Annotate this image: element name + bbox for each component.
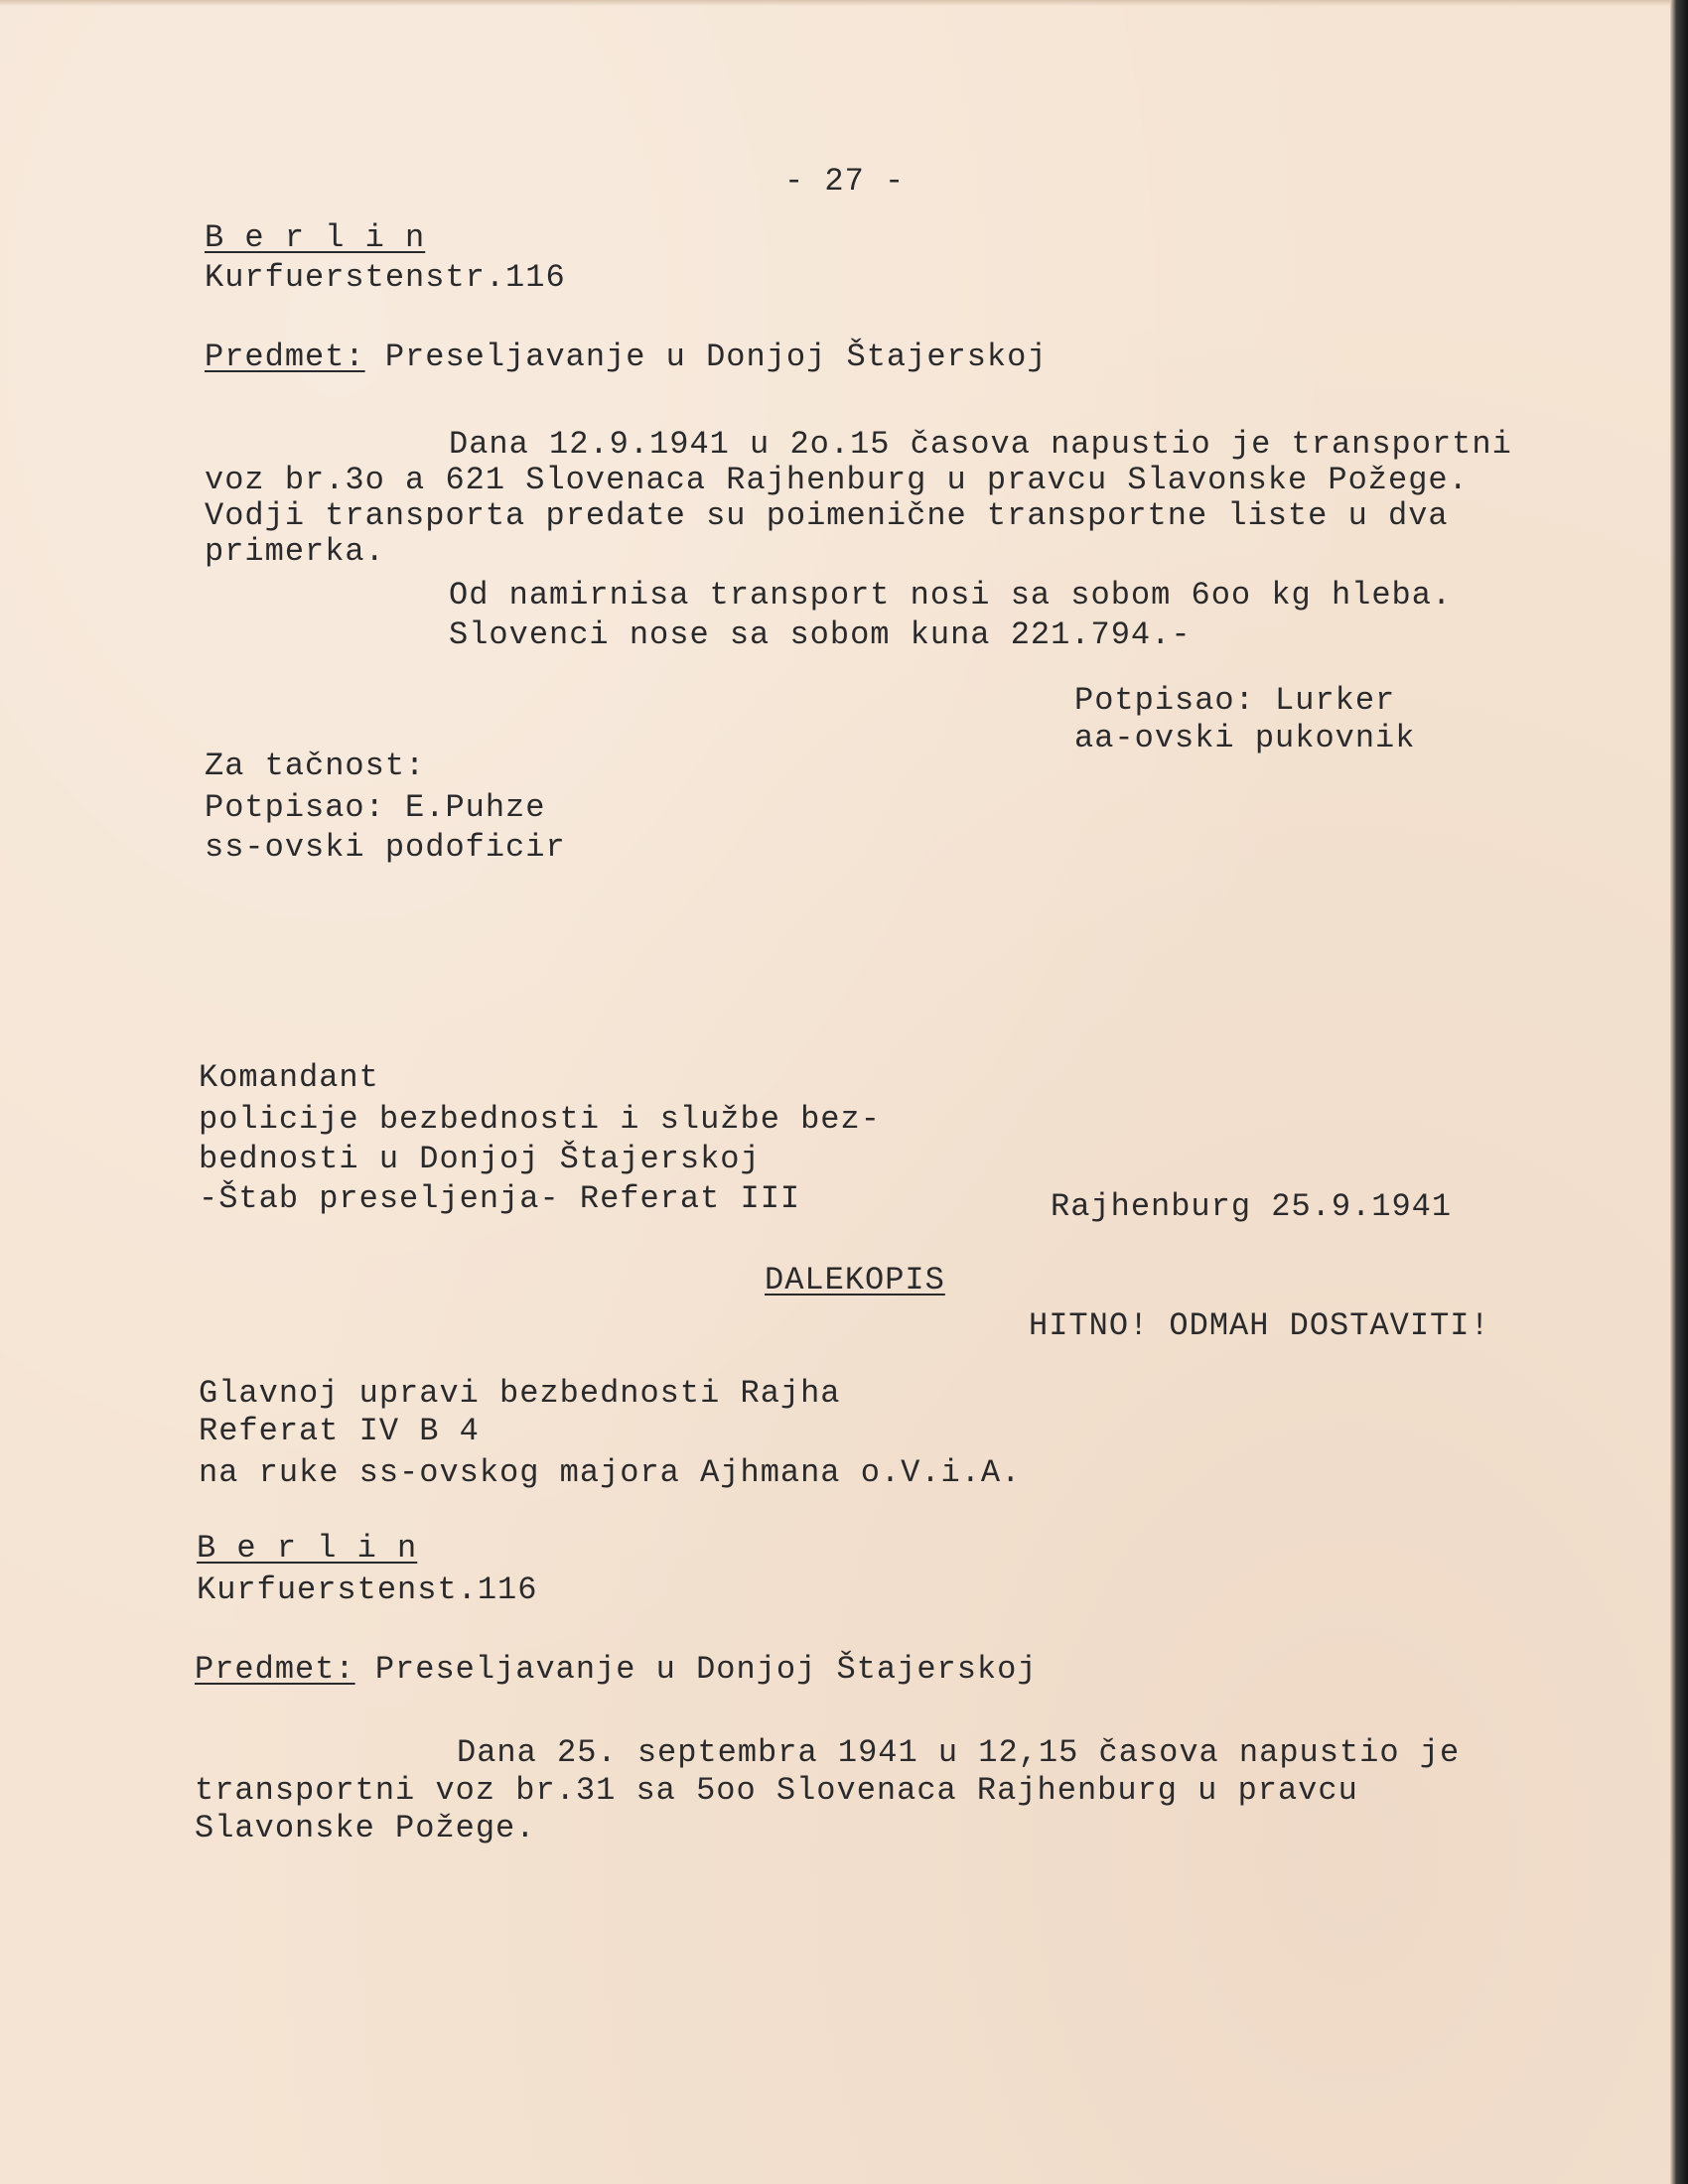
telex2-body-line-3: Slavonske Požege. xyxy=(195,1810,536,1846)
telex2-recipient-line-1: Glavnoj upravi bezbednosti Rajha xyxy=(199,1375,841,1412)
telex2-subject xyxy=(195,1652,1038,1688)
telex2-sender-line-4: -Štab preseljenja- Referat III xyxy=(199,1180,801,1217)
telex2-subject-text: Preseljavanje u Donjoj Štajerskoj xyxy=(374,1651,1038,1688)
telex1-city: B e r l i n xyxy=(205,219,426,256)
telex2-urgency: HITNO! ODMAH DOSTAVITI! xyxy=(1029,1307,1490,1344)
telex2-sender-line-2: policije bezbednosti i službe bez- xyxy=(199,1101,881,1138)
telex1-subject xyxy=(205,340,1048,375)
telex2-sender-line-1: Komandant xyxy=(199,1059,379,1096)
paper-top-edge xyxy=(0,0,1670,6)
telex1-certification-line-1: Za tačnost: xyxy=(205,748,426,784)
telex1-subject-text: Preseljavanje u Donjoj Štajerskoj xyxy=(384,339,1048,375)
telex2-place-date: Rajhenburg 25.9.1941 xyxy=(1051,1188,1453,1225)
telex1-body-line-5: Od namirnisa transport nosi sa sobom 6oo kg hleba. xyxy=(449,577,1453,614)
telex2-body-line-1: Dana 25. septembra 1941 u 12,15 časova napustio je xyxy=(457,1734,1461,1771)
telex2-recipient-line-3: na ruke ss-ovskog majora Ajhmana o.V.i.A. xyxy=(199,1454,1022,1491)
telex1-subject-label: Predmet: xyxy=(205,339,365,375)
telex2-recipient-line-2: Referat IV B 4 xyxy=(199,1413,480,1449)
paper-right-edge xyxy=(1670,0,1688,2184)
telex2-sender-line-3: bednosti u Donjoj Štajerskoj xyxy=(199,1141,761,1177)
telex1-body-line-3: Vodji transporta predate su poimenične transportne liste u dva xyxy=(205,497,1449,534)
telex1-body-line-4: primerka. xyxy=(205,533,385,570)
telex1-certification-line-3: ss-ovski podoficir xyxy=(205,829,566,866)
telex1-signature-line-2: aa-ovski pukovnik xyxy=(1074,720,1416,756)
telex1-body-line-1: Dana 12.9.1941 u 2o.15 časova napustio je transportni xyxy=(449,426,1512,463)
telex2-body-line-2: transportni voz br.31 sa 5oo Slovenaca Rajhenburg u pravcu xyxy=(195,1772,1358,1809)
page-number: - 27 - xyxy=(784,163,906,200)
telex1-street: Kurfuerstenstr.116 xyxy=(205,259,566,296)
telex1-body-line-2: voz br.3o a 621 Slovenaca Rajhenburg u pravcu Slavonske Požege. xyxy=(205,462,1469,498)
telex2-city: B e r l i n xyxy=(197,1530,418,1567)
telex1-certification-line-2: Potpisao: E.Puhze xyxy=(205,789,546,826)
telex2-street: Kurfuerstenst.116 xyxy=(197,1571,538,1608)
telex2-doc-type: DALEKOPIS xyxy=(765,1262,945,1298)
telex2-subject-label: Predmet: xyxy=(195,1651,355,1688)
telex1-body-line-6: Slovenci nose sa sobom kuna 221.794.- xyxy=(449,616,1192,653)
telex1-signature-line-1: Potpisao: Lurker xyxy=(1074,682,1396,719)
